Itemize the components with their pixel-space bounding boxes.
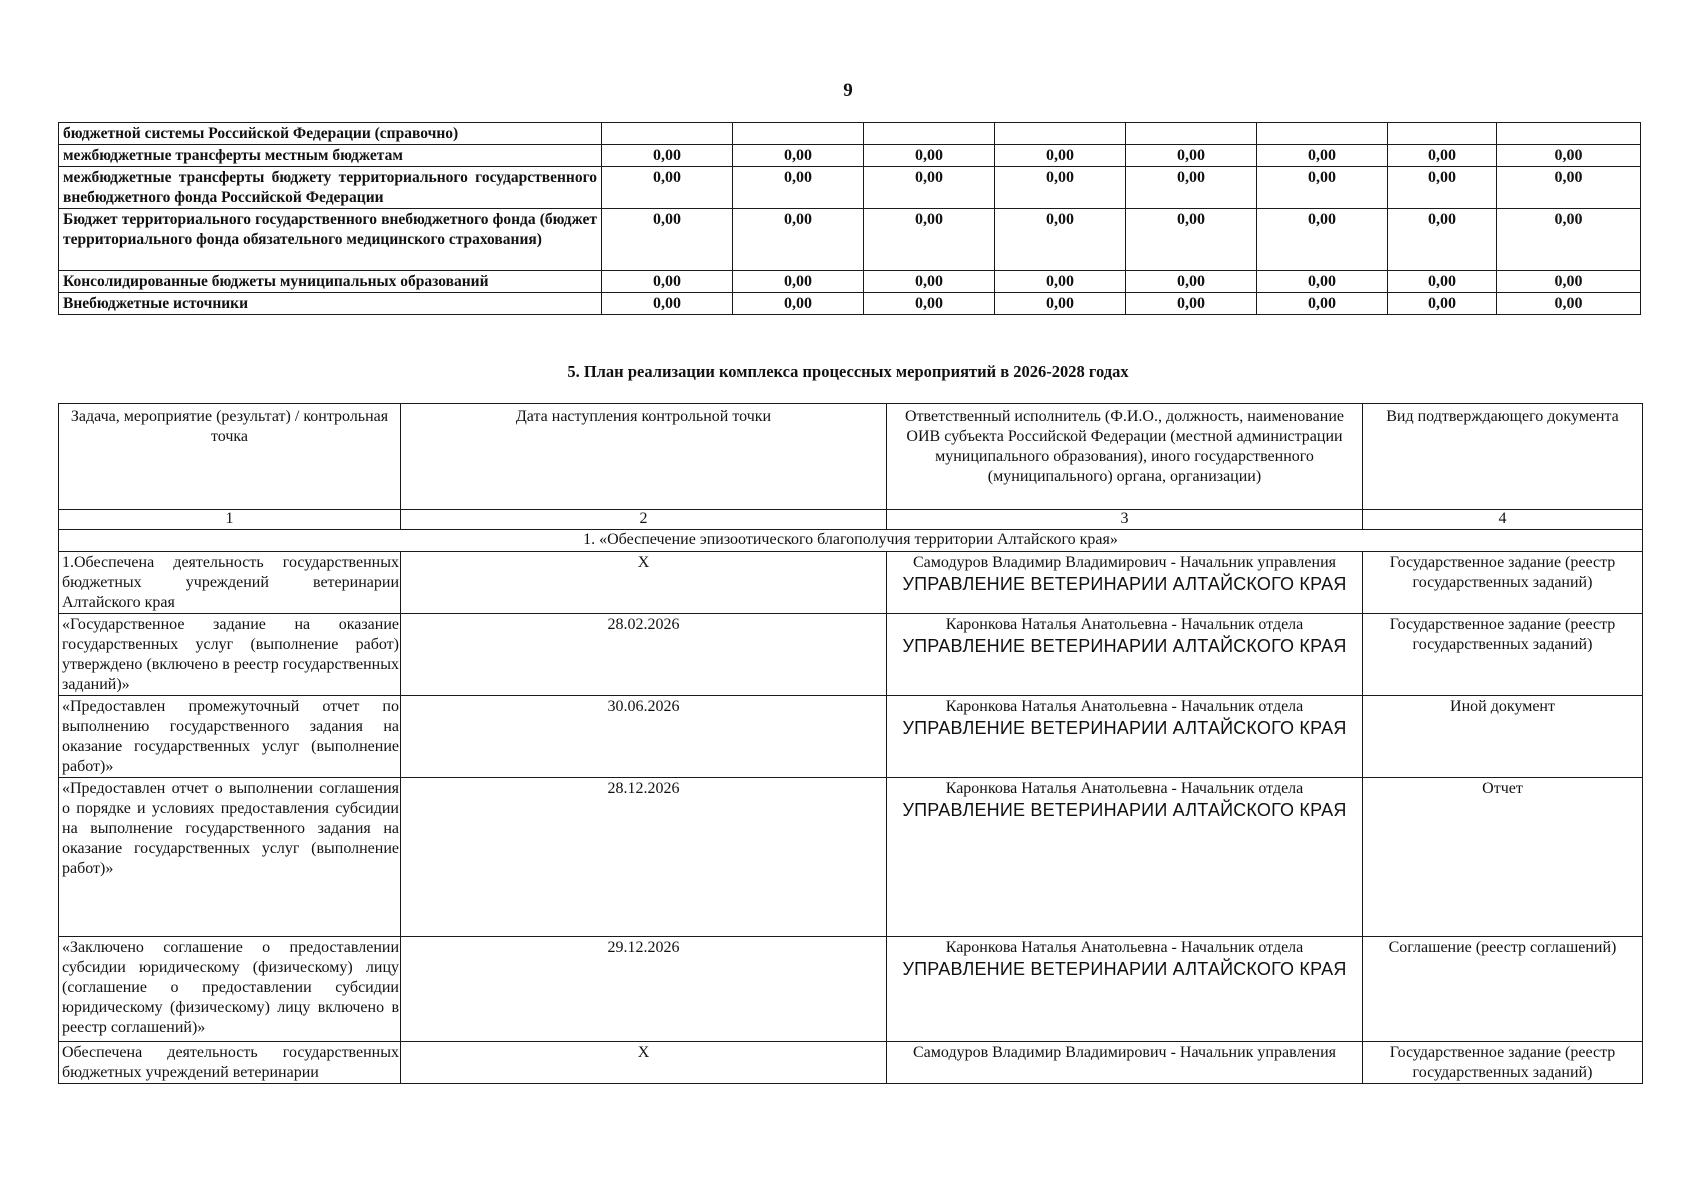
funding-table <box>58 122 1641 315</box>
plan-header-row <box>59 404 1643 510</box>
funding-row-label: межбюджетные трансферты местным бюджетам <box>59 145 602 167</box>
plan-responsible-cell <box>887 614 1363 696</box>
funding-row-label: межбюджетные трансферты бюджету территориального государственного внебюджетного фонда Российской Федерации <box>59 167 602 209</box>
funding-value-cell: 0,00 <box>1257 209 1388 271</box>
funding-value-cell: 0,00 <box>602 145 733 167</box>
header-document: Вид подтверждающего документа <box>1363 404 1643 510</box>
plan-task-cell: «Предоставлен отчет о выполнении соглашения о порядке и условиях предоставления субсидии на выполнение государственного задания на оказание государственных услуг (выполнение работ)» <box>59 778 401 937</box>
plan-table <box>58 403 1643 1084</box>
header-date: Дата наступления контрольной точки <box>401 404 887 510</box>
plan-row <box>59 696 1643 778</box>
plan-date-cell: 30.06.2026 <box>401 696 887 778</box>
funding-value-cell: 0,00 <box>1388 271 1497 293</box>
responsible-person: Каронкова Наталья Анатольевна - Начальник отдела <box>945 780 1304 797</box>
funding-value-cell: 0,00 <box>1126 293 1257 315</box>
funding-row <box>59 209 1641 271</box>
plan-responsible-cell <box>887 1042 1363 1084</box>
funding-value-cell: 0,00 <box>602 209 733 271</box>
funding-value-cell: 0,00 <box>733 209 864 271</box>
plan-document-cell: Государственное задание (реестр государственных заданий) <box>1363 614 1643 696</box>
plan-date-cell: X <box>401 1042 887 1084</box>
funding-value-cell <box>1497 123 1641 145</box>
plan-responsible-cell <box>887 552 1363 614</box>
plan-date-cell: 28.02.2026 <box>401 614 887 696</box>
plan-task-cell: Обеспечена деятельность государственных бюджетных учреждений ветеринарии <box>59 1042 401 1084</box>
responsible-person: Каронкова Наталья Анатольевна - Начальник отдела <box>945 939 1304 956</box>
responsible-person: Самодуров Владимир Владимирович - Начальник управления <box>913 1044 1336 1061</box>
responsible-organization: УПРАВЛЕНИЕ ВЕТЕРИНАРИИ АЛТАЙСКОГО КРАЯ <box>902 718 1347 738</box>
funding-value-cell: 0,00 <box>1126 145 1257 167</box>
funding-value-cell: 0,00 <box>733 293 864 315</box>
funding-value-cell: 0,00 <box>864 145 995 167</box>
plan-row <box>59 1042 1643 1084</box>
funding-row-label: Внебюджетные источники <box>59 293 602 315</box>
funding-value-cell: 0,00 <box>864 293 995 315</box>
responsible-person: Самодуров Владимир Владимирович - Начальник управления <box>913 554 1336 571</box>
funding-value-cell <box>1257 123 1388 145</box>
funding-value-cell: 0,00 <box>1126 209 1257 271</box>
funding-value-cell: 0,00 <box>995 293 1126 315</box>
funding-value-cell: 0,00 <box>733 271 864 293</box>
plan-date-cell: 29.12.2026 <box>401 937 887 1042</box>
funding-value-cell: 0,00 <box>1497 145 1641 167</box>
plan-document-cell: Отчет <box>1363 778 1643 937</box>
funding-value-cell: 0,00 <box>1388 145 1497 167</box>
responsible-person: Каронкова Наталья Анатольевна - Начальник отдела <box>945 698 1304 715</box>
responsible-organization: УПРАВЛЕНИЕ ВЕТЕРИНАРИИ АЛТАЙСКОГО КРАЯ <box>902 959 1347 979</box>
funding-value-cell: 0,00 <box>864 167 995 209</box>
plan-row <box>59 614 1643 696</box>
header-responsible: Ответственный исполнитель (Ф.И.О., должность, наименование ОИВ субъекта Российской Федерации (местной администрации муниципального образования), иного государственного (муниципального) органа, организации) <box>887 404 1363 510</box>
funding-value-cell: 0,00 <box>1497 209 1641 271</box>
column-number: 1 <box>59 510 401 530</box>
funding-value-cell: 0,00 <box>1388 167 1497 209</box>
funding-value-cell: 0,00 <box>602 167 733 209</box>
funding-row-label: Бюджет территориального государственного внебюджетного фонда (бюджет территориального фонда обязательного медицинского страхования) <box>59 209 602 271</box>
funding-row <box>59 293 1641 315</box>
funding-value-cell: 0,00 <box>1257 145 1388 167</box>
funding-row <box>59 145 1641 167</box>
funding-value-cell <box>602 123 733 145</box>
funding-row <box>59 167 1641 209</box>
funding-row <box>59 123 1641 145</box>
plan-task-cell: «Предоставлен промежуточный отчет по выполнению государственного задания на оказание государственных услуг (выполнение работ)» <box>59 696 401 778</box>
plan-document-cell: Государственное задание (реестр государственных заданий) <box>1363 1042 1643 1084</box>
plan-responsible-cell <box>887 696 1363 778</box>
funding-value-cell: 0,00 <box>995 145 1126 167</box>
responsible-organization: УПРАВЛЕНИЕ ВЕТЕРИНАРИИ АЛТАЙСКОГО КРАЯ <box>902 800 1347 820</box>
plan-task-cell: 1.Обеспечена деятельность государственных бюджетных учреждений ветеринарии Алтайского края <box>59 552 401 614</box>
funding-value-cell: 0,00 <box>602 293 733 315</box>
column-number: 3 <box>887 510 1363 530</box>
plan-column-numbers-row <box>59 510 1643 530</box>
page-number: 9 <box>843 80 853 101</box>
plan-date-cell: X <box>401 552 887 614</box>
funding-value-cell: 0,00 <box>1497 271 1641 293</box>
plan-task-cell: «Заключено соглашение о предоставлении субсидии юридическому (физическому) лицу (соглашение о предоставлении субсидии юридическому (физическому) лицу включено в реестр соглашений)» <box>59 937 401 1042</box>
funding-value-cell <box>864 123 995 145</box>
plan-task-cell: «Государственное задание на оказание государственных услуг (выполнение работ) утверждено (включено в реестр государственных заданий)» <box>59 614 401 696</box>
column-number: 2 <box>401 510 887 530</box>
column-number: 4 <box>1363 510 1643 530</box>
plan-date-cell: 28.12.2026 <box>401 778 887 937</box>
funding-value-cell: 0,00 <box>1388 293 1497 315</box>
plan-document-cell: Государственное задание (реестр государственных заданий) <box>1363 552 1643 614</box>
group-title: 1. «Обеспечение эпизоотического благополучия территории Алтайского края» <box>59 530 1643 552</box>
plan-row <box>59 937 1643 1042</box>
section-title: 5. План реализации комплекса процессных мероприятий в 2026-2028 годах <box>567 362 1129 381</box>
funding-value-cell <box>1126 123 1257 145</box>
plan-row <box>59 778 1643 937</box>
plan-row <box>59 552 1643 614</box>
funding-value-cell <box>733 123 864 145</box>
funding-value-cell <box>995 123 1126 145</box>
funding-value-cell: 0,00 <box>1388 209 1497 271</box>
funding-row <box>59 271 1641 293</box>
funding-value-cell: 0,00 <box>995 209 1126 271</box>
plan-responsible-cell <box>887 778 1363 937</box>
funding-value-cell: 0,00 <box>602 271 733 293</box>
funding-row-label: бюджетной системы Российской Федерации (справочно) <box>59 123 602 145</box>
plan-document-cell: Соглашение (реестр соглашений) <box>1363 937 1643 1042</box>
funding-value-cell: 0,00 <box>1257 271 1388 293</box>
plan-group-row <box>59 530 1643 552</box>
responsible-organization: УПРАВЛЕНИЕ ВЕТЕРИНАРИИ АЛТАЙСКОГО КРАЯ <box>902 574 1347 594</box>
funding-value-cell: 0,00 <box>1497 293 1641 315</box>
responsible-person: Каронкова Наталья Анатольевна - Начальник отдела <box>945 616 1304 633</box>
funding-value-cell: 0,00 <box>1257 167 1388 209</box>
funding-value-cell <box>1388 123 1497 145</box>
funding-row-label: Консолидированные бюджеты муниципальных образований <box>59 271 602 293</box>
funding-value-cell: 0,00 <box>1497 167 1641 209</box>
funding-value-cell: 0,00 <box>995 167 1126 209</box>
funding-value-cell: 0,00 <box>1257 293 1388 315</box>
funding-value-cell: 0,00 <box>1126 271 1257 293</box>
funding-value-cell: 0,00 <box>1126 167 1257 209</box>
funding-value-cell: 0,00 <box>733 145 864 167</box>
plan-document-cell: Иной документ <box>1363 696 1643 778</box>
header-task: Задача, мероприятие (результат) / контрольная точка <box>59 404 401 510</box>
funding-value-cell: 0,00 <box>995 271 1126 293</box>
funding-value-cell: 0,00 <box>864 209 995 271</box>
funding-value-cell: 0,00 <box>864 271 995 293</box>
plan-responsible-cell <box>887 937 1363 1042</box>
funding-value-cell: 0,00 <box>733 167 864 209</box>
responsible-organization: УПРАВЛЕНИЕ ВЕТЕРИНАРИИ АЛТАЙСКОГО КРАЯ <box>902 636 1347 656</box>
